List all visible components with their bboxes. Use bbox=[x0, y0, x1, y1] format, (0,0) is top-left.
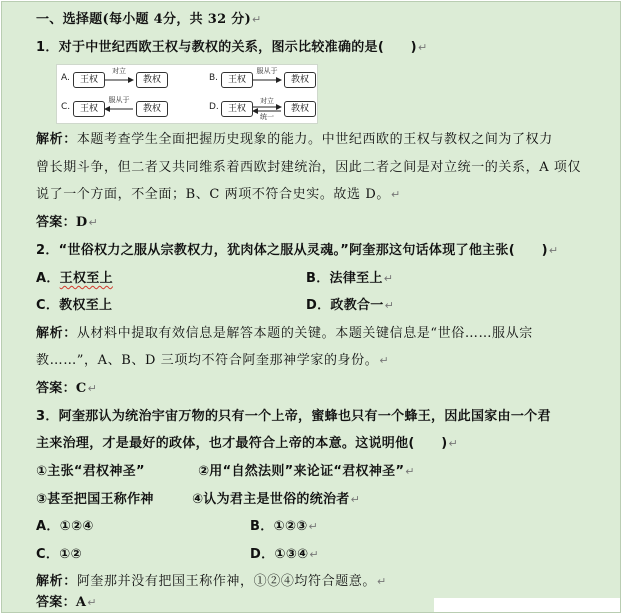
q3-stem-text-2: 主来治理，才是最好的政体，也才最符合上帝的本意。这说明他( ) bbox=[36, 436, 448, 451]
q3-answer-value: A bbox=[75, 595, 87, 610]
q1-stem-text: 1．对于中世纪西欧王权与教权的关系，图示比较准确的是( ) bbox=[36, 40, 417, 55]
diagram-d-left-box: 王权 bbox=[221, 101, 253, 117]
white-patch bbox=[434, 598, 621, 613]
q2-option-b-letter: B． bbox=[306, 271, 330, 286]
q2-option-a-letter: A． bbox=[36, 271, 60, 286]
q2-option-c: 教权至上 bbox=[59, 298, 113, 313]
q2-options-row-2 bbox=[36, 297, 596, 315]
paragraph-mark: ↵ bbox=[308, 520, 318, 533]
section-heading bbox=[36, 11, 262, 29]
q2-analysis-text-2: 教……”，A、B、D 三项均不符合阿奎那神学家的身份。 bbox=[36, 353, 379, 368]
diagram-a-label: 对立 bbox=[112, 67, 126, 75]
diagram-d-letter: D. bbox=[209, 102, 219, 112]
q1-answer-label: 答案： bbox=[36, 215, 76, 230]
paragraph-mark: ↵ bbox=[548, 244, 559, 257]
diagram-c-right-box: 教权 bbox=[136, 101, 168, 117]
q1-analysis-text-2: 曾长期斗争，但二者又共同维系着西欧封建统治，因此二者之间是对立统一的关系，A 项仅 bbox=[36, 160, 582, 175]
q1-answer bbox=[36, 214, 98, 232]
q3-items-row-1 bbox=[36, 463, 596, 481]
diagram-b-letter: B. bbox=[209, 73, 219, 83]
diagram-b-left-box: 王权 bbox=[221, 72, 253, 88]
diagram-b-right-box: 教权 bbox=[284, 72, 316, 88]
q3-option-d: ①③④ bbox=[274, 547, 309, 562]
q3-option-a: ①②④ bbox=[59, 519, 94, 534]
q3-answer-label: 答案： bbox=[36, 595, 76, 610]
diagram-a-left-box: 王权 bbox=[73, 72, 105, 88]
paragraph-mark: ↵ bbox=[88, 216, 99, 229]
q1-answer-value: D bbox=[75, 215, 88, 230]
q2-option-c-letter: C． bbox=[36, 298, 60, 313]
q3-option-c-letter: C． bbox=[36, 547, 60, 562]
q2-stem-text: 2．“世俗权力之服从宗教权力，犹肉体之服从灵魂。”阿奎那这句话体现了他主张( ) bbox=[36, 243, 548, 258]
q3-item-4: ④认为君主是世俗的统治者 bbox=[192, 492, 350, 507]
paragraph-mark: ↵ bbox=[87, 596, 97, 609]
paragraph-mark: ↵ bbox=[405, 465, 415, 478]
q3-stem-line-1 bbox=[36, 408, 551, 426]
diagram-c-left-box: 王权 bbox=[73, 101, 105, 117]
q1-analysis-line-1 bbox=[36, 131, 553, 149]
q3-option-d-letter: D． bbox=[250, 547, 275, 562]
section-heading-text: 一、选择题(每小题 4分，共 32 分) bbox=[36, 12, 252, 27]
q2-option-d-letter: D． bbox=[306, 298, 331, 313]
diagram-a-letter: A. bbox=[61, 73, 70, 83]
q2-analysis-line-2 bbox=[36, 352, 389, 370]
q3-analysis-label: 解析： bbox=[36, 574, 77, 589]
q3-item-2-wrap bbox=[198, 463, 415, 481]
q2-stem bbox=[36, 242, 558, 260]
paragraph-mark: ↵ bbox=[350, 493, 361, 506]
q3-answer bbox=[36, 594, 97, 612]
diagram-d-label-top: 对立 bbox=[260, 97, 274, 105]
q3-analysis-line-1 bbox=[36, 573, 387, 591]
q2-option-b: 法律至上 bbox=[329, 271, 383, 286]
q3-option-a-letter: A． bbox=[36, 519, 60, 534]
diagram-d-label-bottom: 统一 bbox=[260, 113, 274, 121]
q1-analysis-line-2 bbox=[36, 159, 581, 177]
q3-item-4-wrap bbox=[192, 491, 360, 509]
q2-analysis-line-1 bbox=[36, 325, 533, 343]
q2-answer-value: C bbox=[75, 381, 87, 396]
q2-option-a: 王权至上 bbox=[59, 271, 113, 286]
q3-option-d-wrap bbox=[250, 546, 319, 564]
q2-answer-label: 答案： bbox=[36, 381, 76, 396]
paragraph-mark: ↵ bbox=[252, 13, 262, 26]
q3-analysis-text-1: 阿奎那并没有把国王称作神，①②④均符合题意。 bbox=[76, 574, 377, 589]
q3-option-b: ①②③ bbox=[273, 519, 308, 534]
q3-items-row-2 bbox=[36, 491, 596, 509]
paragraph-mark: ↵ bbox=[379, 354, 390, 367]
paragraph-mark: ↵ bbox=[384, 299, 395, 312]
paragraph-mark: ↵ bbox=[391, 188, 401, 201]
paragraph-mark: ↵ bbox=[87, 382, 98, 395]
q3-item-2: ②用“自然法则”来论证“君权神圣” bbox=[198, 464, 405, 479]
diagram-d-right-box: 教权 bbox=[284, 101, 316, 117]
q2-answer bbox=[36, 380, 97, 398]
q1-analysis-line-3 bbox=[36, 186, 401, 204]
paragraph-mark: ↵ bbox=[448, 437, 459, 450]
document-page bbox=[1, 1, 621, 613]
diagram-c-letter: C. bbox=[61, 102, 71, 112]
q2-option-b-wrap bbox=[306, 270, 393, 288]
q2-analysis-text-1: 从材料中提取有效信息是解答本题的关键。本题关键信息是“世俗……服从宗 bbox=[76, 326, 533, 341]
q1-analysis-label: 解析： bbox=[36, 132, 77, 147]
diagram-a-right-box: 教权 bbox=[136, 72, 168, 88]
paragraph-mark: ↵ bbox=[417, 41, 428, 54]
diagram-c-label: 服从于 bbox=[108, 96, 130, 104]
diagram-b-label: 服从于 bbox=[256, 67, 278, 75]
q3-options-row-1 bbox=[36, 518, 596, 536]
q3-option-b-letter: B． bbox=[250, 519, 274, 534]
q3-item-3: ③甚至把国王称作神 bbox=[36, 492, 154, 507]
q2-option-d: 政教合一 bbox=[330, 298, 384, 313]
paragraph-mark: ↵ bbox=[383, 272, 394, 285]
q2-options-row-1 bbox=[36, 270, 596, 288]
q3-options-row-2 bbox=[36, 546, 596, 564]
q3-option-b-wrap bbox=[250, 518, 318, 536]
q1-analysis-text-1: 本题考查学生全面把握历史现象的能力。中世纪西欧的王权与教权之间为了权力 bbox=[76, 132, 553, 147]
q3-option-c: ①② bbox=[59, 547, 82, 562]
q2-analysis-label: 解析： bbox=[36, 326, 77, 341]
q2-option-d-wrap bbox=[306, 297, 394, 315]
paragraph-mark: ↵ bbox=[377, 575, 387, 588]
paragraph-mark: ↵ bbox=[309, 548, 319, 561]
q1-stem bbox=[36, 39, 427, 57]
q3-stem-line-2 bbox=[36, 435, 458, 453]
q1-diagram bbox=[56, 64, 318, 124]
q3-item-1: ①主张“君权神圣” bbox=[36, 464, 145, 479]
q3-stem-text-1: 3．阿奎那认为统治宇宙万物的只有一个上帝，蜜蜂也只有一个蜂王，因此国家由一个君 bbox=[36, 409, 551, 424]
q1-analysis-text-3: 说了一个方面，不全面；B、C 两项不符合史实。故选 D。 bbox=[36, 187, 390, 202]
